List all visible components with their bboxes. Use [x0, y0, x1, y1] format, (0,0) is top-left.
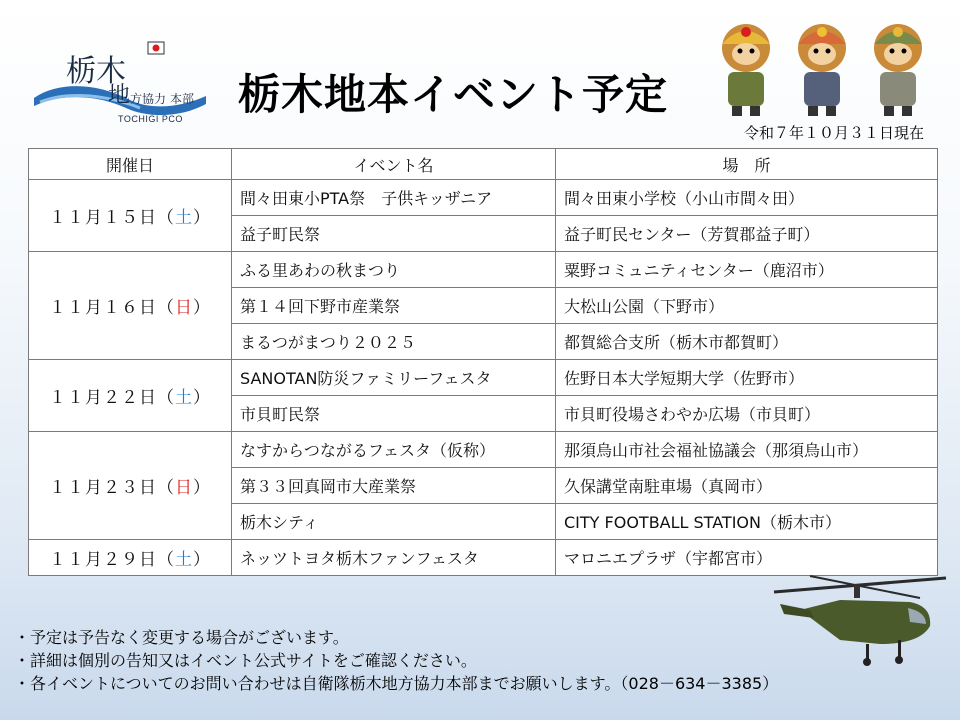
event-place-cell: 大松山公園（下野市） — [556, 288, 938, 324]
event-name-cell: まるつがまつり２０２５ — [232, 324, 556, 360]
date-close: ） — [193, 388, 211, 408]
date-text: １１月２２日（ — [49, 388, 175, 408]
mascot-character — [874, 24, 922, 116]
event-date-cell — [29, 540, 232, 576]
weekday-saturday: 土 — [175, 388, 193, 408]
event-name-cell: 第１４回下野市産業祭 — [232, 288, 556, 324]
event-name-cell: なすからつながるフェスタ（仮称） — [232, 432, 556, 468]
table-row — [29, 432, 938, 468]
logo-subtitle: TOCHIGI PCO — [118, 114, 183, 124]
date-close: ） — [193, 208, 211, 228]
date-close: ） — [193, 550, 211, 570]
note-line: ・詳細は個別の告知又はイベント公式サイトをご確認ください。 — [14, 651, 477, 670]
date-close: ） — [193, 478, 211, 498]
logo-text-honbu: 本部 — [170, 92, 195, 106]
date-text: １１月１５日（ — [49, 208, 175, 228]
event-name-cell: 栃木シティ — [232, 504, 556, 540]
mascot-character — [722, 24, 770, 116]
as-of-date: 令和７年１０月３１日現在 — [743, 124, 924, 142]
event-place-cell: 市貝町役場さわやか広場（市貝町） — [556, 396, 938, 432]
date-text: １１月２９日（ — [49, 550, 175, 570]
event-place-cell: マロニエプラザ（宇都宮市） — [556, 540, 938, 576]
mascot-character — [798, 24, 846, 116]
event-date-cell — [29, 180, 232, 252]
logo-text-chi: 地 — [108, 83, 131, 108]
event-date-cell — [29, 432, 232, 540]
logo-text-tochigi: 栃木 — [66, 54, 126, 89]
table-row — [29, 360, 938, 396]
tochigi-pco-logo — [30, 40, 210, 128]
event-place-cell: 佐野日本大学短期大学（佐野市） — [556, 360, 938, 396]
table-row — [29, 252, 938, 288]
weekday-sunday: 日 — [175, 298, 193, 318]
notes-section — [14, 626, 778, 695]
header-event-name: イベント名 — [232, 149, 556, 180]
event-name-cell: 益子町民祭 — [232, 216, 556, 252]
date-text: １１月１６日（ — [49, 298, 175, 318]
page-title: 栃木地本イベント予定 — [238, 70, 669, 119]
note-line: ・予定は予告なく変更する場合がございます。 — [14, 628, 349, 647]
table-header-row — [29, 149, 938, 180]
logo-text-hokyoryoku: 方協力 — [130, 92, 167, 106]
note-line: ・各イベントについてのお問い合わせは自衛隊栃木地方協力本部までお願いします。（028－634－3385） — [14, 674, 779, 693]
event-place-cell: 那須烏山市社会福祉協議会（那須烏山市） — [556, 432, 938, 468]
event-name-cell: 第３３回真岡市大産業祭 — [232, 468, 556, 504]
event-place-cell: CITY FOOTBALL STATION（栃木市） — [556, 504, 938, 540]
event-name-cell: ふる里あわの秋まつり — [232, 252, 556, 288]
event-date-cell — [29, 360, 232, 432]
event-place-cell: 粟野コミュニティセンター（鹿沼市） — [556, 252, 938, 288]
event-date-cell — [29, 252, 232, 360]
helicopter-image — [770, 570, 950, 680]
event-name-cell: 間々田東小PTA祭 子供キッザニア — [232, 180, 556, 216]
event-name-cell: 市貝町民祭 — [232, 396, 556, 432]
event-place-cell: 間々田東小学校（小山市間々田） — [556, 180, 938, 216]
weekday-saturday: 土 — [175, 208, 193, 228]
event-table — [28, 148, 938, 576]
event-place-cell: 久保講堂南駐車場（真岡市） — [556, 468, 938, 504]
event-name-cell: SANOTAN防災ファミリーフェスタ — [232, 360, 556, 396]
weekday-saturday: 土 — [175, 550, 193, 570]
mascot-group — [706, 18, 942, 118]
weekday-sunday: 日 — [175, 478, 193, 498]
header-date: 開催日 — [29, 149, 232, 180]
date-text: １１月２３日（ — [49, 478, 175, 498]
event-name-cell: ネッツトヨタ栃木ファンフェスタ — [232, 540, 556, 576]
event-place-cell: 益子町民センター（芳賀郡益子町） — [556, 216, 938, 252]
event-place-cell: 都賀総合支所（栃木市都賀町） — [556, 324, 938, 360]
table-row — [29, 180, 938, 216]
date-close: ） — [193, 298, 211, 318]
header-place: 場 所 — [556, 149, 938, 180]
